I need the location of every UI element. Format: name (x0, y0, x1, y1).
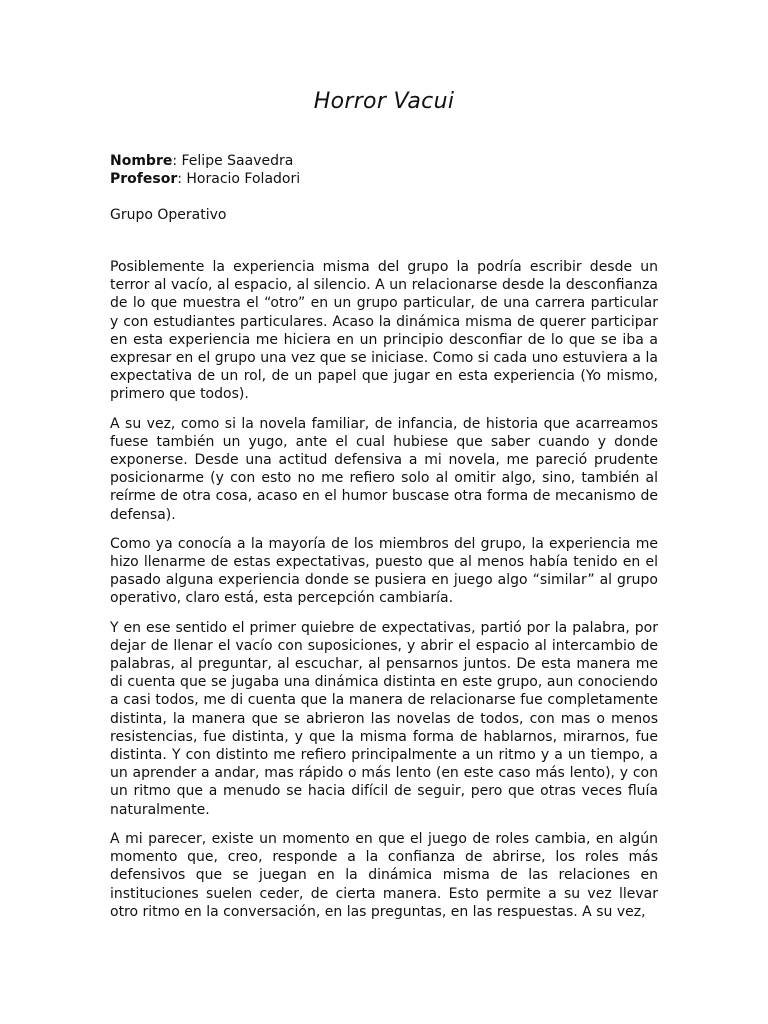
paragraph: A mi parecer, existe un momento en que el juego de roles cambia, en algún momento que, creo, responde a la confianza de abrirse, los roles más defensivos que se juegan en la dinámica misma de las relaciones en instituciones suelen ceder, de cierta manera. Esto permite a su vez llevar otro ritmo en la conversación, en las preguntas, en las respuestas. A su vez, (110, 830, 658, 920)
author-label: Nombre (110, 153, 173, 169)
group-name: Grupo Operativo (110, 207, 227, 223)
document-title: Horror Vacui (313, 89, 455, 114)
author-line (110, 152, 658, 170)
professor-separator: : (177, 171, 187, 187)
document-header-info (110, 152, 658, 188)
paragraph: A su vez, como si la novela familiar, de infancia, de historia que acarreamos fuese también un yugo, ante el cual hubiese que saber cuando y donde exponerse. Desde una actitud defensiva a mi novela, me pareció prudente posicionarme (y con esto no me refiero solo al omitir algo, sino, también al reírme de otra cosa, acaso en el humor buscase otra forma de mecanismo de defensa). (110, 415, 658, 523)
author-name: Felipe Saavedra (181, 153, 294, 169)
professor-label: Profesor (110, 171, 178, 187)
paragraph: Posiblemente la experiencia misma del grupo la podría escribir desde un terror al vacío, al espacio, al silencio. A un relacionarse desde la desconfianza de lo que muestra el “otro” en un grupo particular, de una carrera particular y con estudiantes particulares. Acaso la dinámica misma de querer participar en esta experiencia me hiciera en un principio desconfiar de lo que se iba a expresar en el grupo una vez que se iniciase. Como si cada uno estuviera a la expectativa de un rol, de un papel que jugar en esta experiencia (Yo mismo, primero que todos). (110, 259, 658, 403)
author-separator: : (172, 153, 182, 169)
professor-name: Horacio Foladori (186, 171, 301, 187)
professor-line (110, 170, 658, 188)
document-body (110, 258, 658, 921)
paragraph: Como ya conocía a la mayoría de los miembros del grupo, la experiencia me hizo llenarme de estas expectativas, puesto que al menos había tenido en el pasado alguna experiencia donde se pusiera en juego algo “similar” al grupo operativo, claro está, esta percepción cambiaría. (110, 535, 658, 607)
paragraph: Y en ese sentido el primer quiebre de expectativas, partió por la palabra, por dejar de llenar el vacío con suposiciones, y abrir el espacio al intercambio de palabras, al preguntar, al escuchar, al pensarnos juntos. De esta manera me di cuenta que se jugaba una dinámica distinta en este grupo, aun conociendo a casi todos, me di cuenta que la manera de relacionarse fue completamente distinta, la manera que se abrieron las novelas de todos, con mas o menos resistencias, fue distinta, y que la misma forma de hablarnos, mirarnos, fue distinta. Y con distinto me refiero principalmente a un ritmo y a un tiempo, a un aprender a andar, mas rápido o más lento (en este caso más lento), y con un ritmo que a menudo se hacia difícil de seguir, pero que otras veces fluía naturalmente. (110, 619, 658, 818)
